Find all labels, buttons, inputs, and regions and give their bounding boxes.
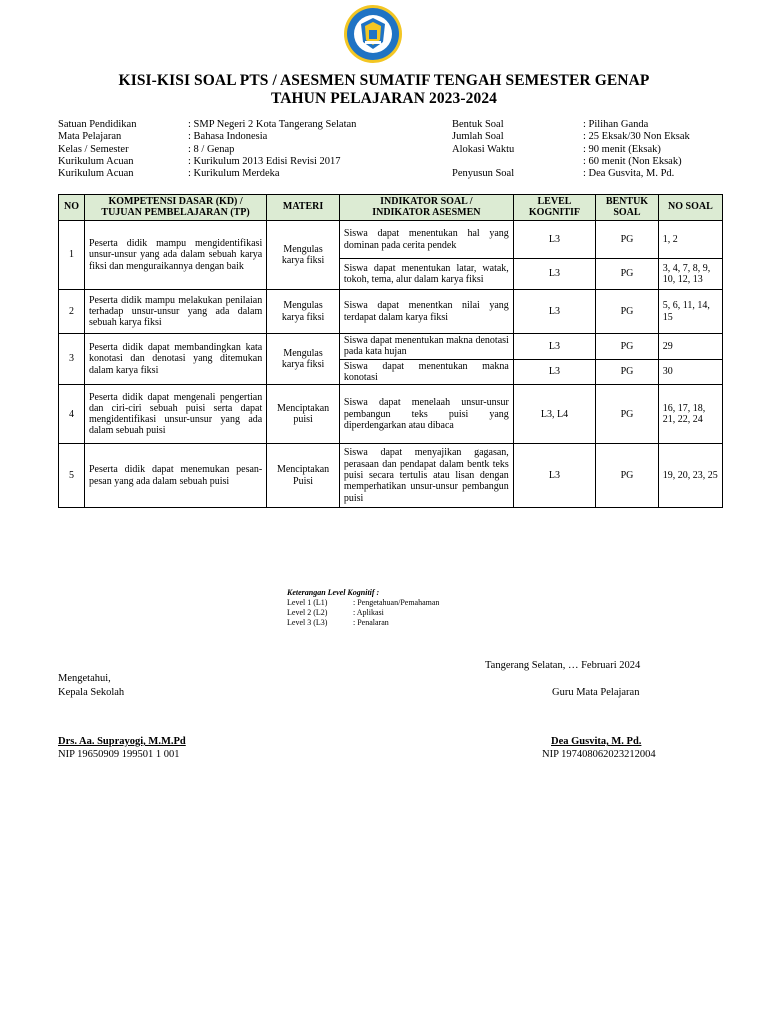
legend-value: : Aplikasi xyxy=(353,608,384,618)
header-kd-line2: TUJUAN PEMBELAJARAN (TP) xyxy=(101,206,250,218)
cell-indikator: Siswa dapat menentukan latar, watak, tokoh, tema, alur dalam karya fiksi xyxy=(339,259,513,290)
header-bentuk xyxy=(596,195,659,221)
info-value: : 60 menit (Non Eksak) xyxy=(583,156,682,168)
header-indikator xyxy=(339,195,513,221)
info-label: Alokasi Waktu xyxy=(452,143,515,155)
table-header-row xyxy=(59,195,723,221)
cell-bentuk: PG xyxy=(596,290,659,334)
info-value: : 25 Eksak/30 Non Eksak xyxy=(583,131,690,143)
cell-no-soal: 5, 6, 11, 14, 15 xyxy=(658,290,722,334)
mengetahui-label: Mengetahui, xyxy=(58,673,111,684)
cell-level: L3 xyxy=(513,290,595,334)
cell-no: 2 xyxy=(59,290,85,334)
cell-bentuk: PG xyxy=(596,385,659,444)
cell-indikator: Siswa dapat menentukan makna denotasi pada kata hujan xyxy=(339,334,513,360)
legend-label: Level 2 (L2) xyxy=(287,608,328,617)
info-label: Kurikulum Acuan xyxy=(58,155,134,167)
cell-materi: Menciptakan puisi xyxy=(267,385,340,444)
info-value: : 90 menit (Eksak) xyxy=(583,144,661,156)
legend-title: Keterangan Level Kognitif : xyxy=(287,588,380,597)
cell-bentuk: PG xyxy=(596,221,659,259)
info-value: : Kurikulum Merdeka xyxy=(188,168,280,180)
info-row xyxy=(58,144,356,156)
header-level-line1: LEVEL xyxy=(537,196,572,207)
cell-kd: Peserta didik mampu mengidentifikasi unsur-unsur yang ada dalam sebuah karya fiksi dan menguraikannya dengan baik xyxy=(84,221,266,290)
cell-no-soal: 16, 17, 18, 21, 22, 24 xyxy=(658,385,722,444)
cell-no-soal: 19, 20, 23, 25 xyxy=(658,444,722,508)
header-no-soal: NO SOAL xyxy=(658,195,722,221)
cell-no-soal: 30 xyxy=(658,359,722,385)
cell-level: L3 xyxy=(513,259,595,290)
header-materi: MATERI xyxy=(267,195,340,221)
document-subtitle: TAHUN PELAJARAN 2023-2024 xyxy=(270,90,498,107)
table-row xyxy=(59,334,723,360)
cell-materi: Mengulas karya fiksi xyxy=(267,334,340,385)
legend-row xyxy=(287,608,439,618)
cell-no: 1 xyxy=(59,221,85,290)
cell-level: L3 xyxy=(513,334,595,360)
info-label: Mata Pelajaran xyxy=(58,131,122,143)
table-row xyxy=(59,385,723,444)
school-logo-icon xyxy=(343,4,403,64)
info-row xyxy=(452,156,690,168)
legend-label: Level 3 (L3) xyxy=(287,618,328,627)
level-legend xyxy=(287,588,439,628)
info-label: Kelas / Semester xyxy=(58,143,129,155)
header-kd xyxy=(84,195,266,221)
cell-kd: Peserta didik dapat menemukan pesan-pesan yang ada dalam sebuah puisi xyxy=(84,444,266,508)
cell-bentuk: PG xyxy=(596,359,659,385)
cell-no: 4 xyxy=(59,385,85,444)
cell-kd: Peserta didik mampu melakukan penilaian terhadap unsur-unsur yang ada dalam sebuah karya fiksi xyxy=(84,290,266,334)
cell-indikator: Siswa dapat menentukan hal yang dominan pada cerita pendek xyxy=(339,221,513,259)
info-label: Bentuk Soal xyxy=(452,119,504,130)
info-value: : Kurikulum 2013 Edisi Revisi 2017 xyxy=(188,156,341,168)
info-row xyxy=(452,131,690,143)
kisi-kisi-table xyxy=(58,194,723,508)
cell-no: 5 xyxy=(59,444,85,508)
guru-title: Guru Mata Pelajaran xyxy=(552,687,640,698)
header-level xyxy=(513,195,595,221)
cell-materi: Mengulas karya fiksi xyxy=(267,290,340,334)
info-value: : 8 / Genap xyxy=(188,144,234,156)
header-indikator-line1: INDIKATOR SOAL / xyxy=(380,196,473,207)
info-row xyxy=(452,168,690,180)
info-value: : Pilihan Ganda xyxy=(583,119,648,131)
cell-level: L3 xyxy=(513,221,595,259)
cell-bentuk: PG xyxy=(596,444,659,508)
info-row xyxy=(58,168,356,180)
legend-label: Level 1 (L1) xyxy=(287,598,328,607)
info-right xyxy=(452,119,690,180)
header-kd-line1: KOMPETENSI DASAR (KD) / xyxy=(108,196,243,207)
cell-kd: Peserta didik dapat mengenali pengertian dan ciri-ciri sebuah puisi serta dapat mengidentifikasi unsur-unsur yang ada dalam sebuah puisi xyxy=(84,385,266,444)
kepsek-nip: NIP 19650909 199501 1 001 xyxy=(58,749,180,760)
cell-materi: Mengulas karya fiksi xyxy=(267,221,340,290)
document-title: KISI-KISI SOAL PTS / ASESMEN SUMATIF TENGAH SEMESTER GENAP xyxy=(118,72,650,89)
cell-level: L3, L4 xyxy=(513,385,595,444)
legend-row xyxy=(287,618,439,628)
info-row xyxy=(452,119,690,131)
header-bentuk-line1: BENTUK xyxy=(605,196,649,207)
cell-no: 3 xyxy=(59,334,85,385)
info-value: : Bahasa Indonesia xyxy=(188,131,267,143)
info-row xyxy=(58,131,356,143)
guru-nip: NIP 197408062023212004 xyxy=(542,749,656,760)
kepsek-title: Kepala Sekolah xyxy=(58,687,125,698)
kepsek-name: Drs. Aa. Suprayogi, M.M.Pd xyxy=(58,736,186,747)
info-row xyxy=(452,144,690,156)
info-label xyxy=(452,156,583,168)
legend-value: : Pengetahuan/Pemahaman xyxy=(353,598,439,608)
cell-materi: Menciptakan Puisi xyxy=(267,444,340,508)
table-row xyxy=(59,221,723,259)
table-row xyxy=(59,290,723,334)
place-date: Tangerang Selatan, … Februari 2024 xyxy=(485,660,641,671)
cell-indikator: Siswa dapat menyajikan gagasan, perasaan dan pendapat dalam bentk teks puisi secara tertulis atau lisan dengan memperhatikan unsur-unsur pembangun puisi xyxy=(339,444,513,508)
guru-name: Dea Gusvita, M. Pd. xyxy=(551,736,642,747)
info-label: Kurikulum Acuan xyxy=(58,168,134,180)
cell-no-soal: 3, 4, 7, 8, 9, 10, 12, 13 xyxy=(658,259,722,290)
header-bentuk-line2: SOAL xyxy=(613,206,641,218)
table-row xyxy=(59,444,723,508)
info-label: Jumlah Soal xyxy=(452,131,504,143)
cell-no-soal: 1, 2 xyxy=(658,221,722,259)
cell-indikator: Siswa dapat menelaah unsur-unsur pembangun teks puisi yang diperdengarkan atau dibaca xyxy=(339,385,513,444)
info-left xyxy=(58,119,356,180)
info-label: Satuan Pendidikan xyxy=(58,119,137,130)
header-no: NO xyxy=(59,195,85,221)
cell-bentuk: PG xyxy=(596,334,659,360)
cell-indikator: Siswa dapat menentkan nilai yang terdapat dalam karya fiksi xyxy=(339,290,513,334)
header-level-line2: KOGNITIF xyxy=(528,206,581,218)
legend-value: : Penalaran xyxy=(353,618,389,628)
legend-row xyxy=(287,598,439,608)
cell-kd: Peserta didik dapat membandingkan kata konotasi dan denotasi yang ditemukan dalam karya fiksi xyxy=(84,334,266,385)
info-label: Penyusun Soal xyxy=(452,168,515,180)
info-value: : Dea Gusvita, M. Pd. xyxy=(583,168,674,180)
info-row xyxy=(58,156,356,168)
info-row xyxy=(58,119,356,131)
cell-level: L3 xyxy=(513,359,595,385)
cell-bentuk: PG xyxy=(596,259,659,290)
cell-indikator: Siswa dapat menentukan makna konotasi xyxy=(339,359,513,385)
cell-level: L3 xyxy=(513,444,595,508)
header-indikator-line2: INDIKATOR ASESMEN xyxy=(372,206,481,218)
info-value: : SMP Negeri 2 Kota Tangerang Selatan xyxy=(188,119,356,131)
cell-no-soal: 29 xyxy=(658,334,722,360)
